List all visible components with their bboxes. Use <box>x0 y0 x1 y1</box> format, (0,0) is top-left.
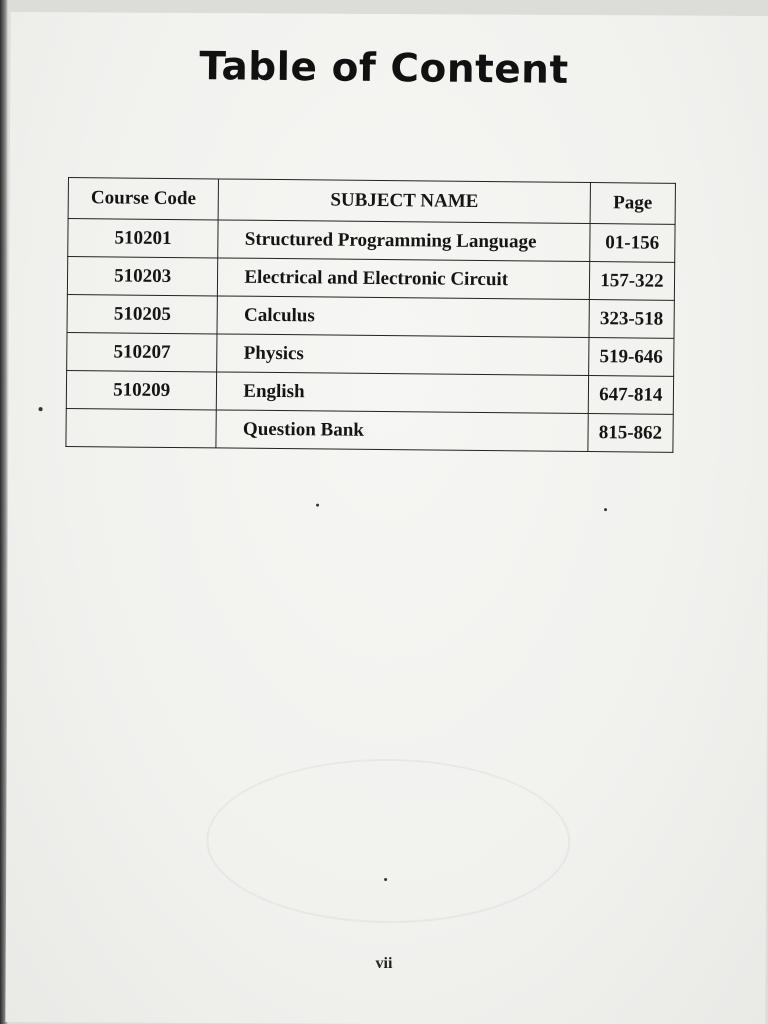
course-code-cell: 510203 <box>67 257 218 296</box>
page-range-cell: 323-518 <box>589 300 675 339</box>
table-row <box>66 408 673 452</box>
page-range-cell: 01-156 <box>589 224 675 263</box>
page-range-cell: 815-862 <box>588 414 674 453</box>
course-code-cell: 510207 <box>67 332 218 371</box>
page-number: vii <box>375 955 393 972</box>
course-code-cell: 510205 <box>67 294 218 333</box>
course-code-cell: 510209 <box>66 370 217 409</box>
page-range-cell: 157-322 <box>589 262 675 301</box>
contents-table <box>65 177 676 453</box>
table-row <box>68 219 675 263</box>
table-header-row <box>68 178 675 225</box>
subject-name-cell: Question Bank <box>216 410 588 452</box>
header-page: Page <box>590 183 676 225</box>
subject-name-cell: English <box>217 372 589 414</box>
subject-name-cell: Physics <box>217 334 589 376</box>
course-code-cell <box>66 408 217 447</box>
ink-speck <box>604 508 607 511</box>
subject-name-cell: Structured Programming Language <box>218 220 590 262</box>
ink-speck <box>39 407 43 411</box>
bleed-through-stamp <box>206 758 571 924</box>
table-row <box>66 370 673 414</box>
course-code-cell: 510201 <box>68 219 219 258</box>
header-course-code: Course Code <box>68 178 219 220</box>
table-row <box>67 332 674 376</box>
subject-name-cell: Calculus <box>217 296 589 338</box>
header-subject-name: SUBJECT NAME <box>218 179 590 224</box>
document-page <box>5 12 768 1024</box>
table-row <box>67 294 674 338</box>
ink-speck <box>384 878 387 881</box>
page-title: Table of Content <box>199 44 569 93</box>
ink-speck <box>316 504 319 507</box>
page-range-cell: 647-814 <box>588 376 674 415</box>
subject-name-cell: Electrical and Electronic Circuit <box>218 258 590 300</box>
page-range-cell: 519-646 <box>588 338 674 377</box>
table-row <box>67 257 674 301</box>
